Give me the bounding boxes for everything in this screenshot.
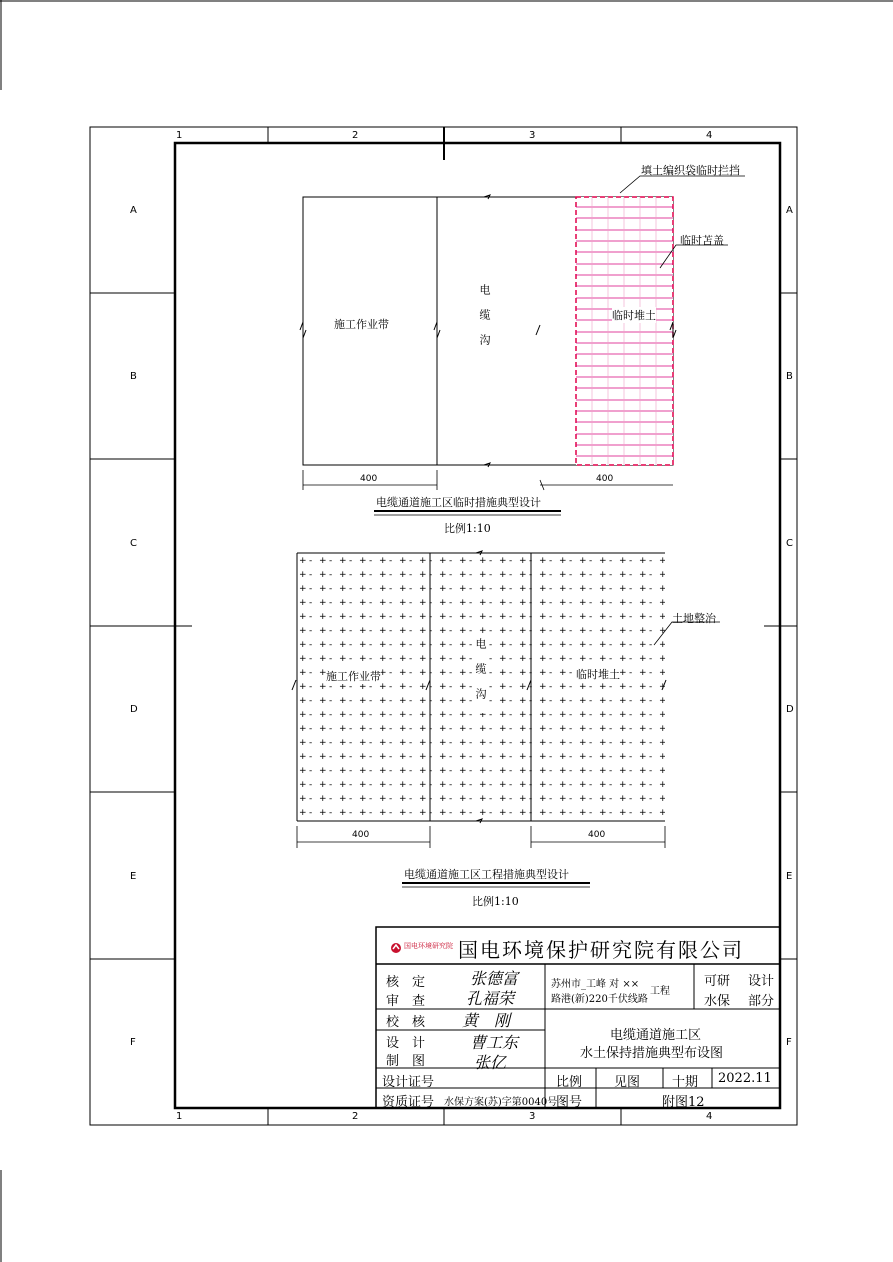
grid-row-c-right: C xyxy=(786,538,793,549)
drawing-no: 附图12 xyxy=(662,1095,705,1110)
fig1-scale: 比例1:10 xyxy=(444,522,491,535)
grid-col-4: 4 xyxy=(706,130,713,141)
grid-col-1-bottom: 1 xyxy=(176,1111,183,1122)
subject: 水保 xyxy=(704,994,731,1009)
project-line-2: 路港(新)220千伏线路 xyxy=(551,994,648,1005)
drawing-title-1: 电缆通道施工区 xyxy=(610,1028,702,1043)
role-review: 审 查 xyxy=(386,994,426,1009)
design-label: 设计 xyxy=(748,974,775,989)
fig1-plan xyxy=(300,176,745,515)
grid-row-e-right: E xyxy=(786,871,793,882)
grid-row-e: E xyxy=(130,871,137,882)
company-logo-text: 国电环境研究院 xyxy=(404,942,453,950)
scale-value: 见图 xyxy=(614,1075,641,1090)
grid-row-a: A xyxy=(130,205,137,216)
role-check: 校 核 xyxy=(386,1015,426,1030)
fig2-trench-label: 电缆沟 xyxy=(474,638,487,713)
qual-value: 水保方案(苏)字第0040号 xyxy=(444,1097,558,1108)
grid-row-b: B xyxy=(130,371,137,382)
period: 十期 xyxy=(672,1075,699,1090)
fig1-dimension-line xyxy=(303,470,673,490)
stage: 可研 xyxy=(704,974,731,989)
fig2-scale: 比例1:10 xyxy=(472,895,519,908)
signature-draw: 张亿 xyxy=(474,1053,507,1072)
grid-col-3-bottom: 3 xyxy=(529,1111,536,1122)
fig1-leader-bag-wall xyxy=(620,176,745,193)
project-suffix: 工程 xyxy=(650,986,670,997)
fig1-bag-wall-label: 填土编织袋临时拦挡 xyxy=(641,164,740,177)
grid-row-f: F xyxy=(130,1037,136,1048)
signature-check: 黄 刚 xyxy=(462,1011,511,1030)
company-name: 国电环境保护研究院有限公司 xyxy=(458,938,744,962)
company-logo xyxy=(390,940,453,954)
scale-label: 比例 xyxy=(556,1075,583,1090)
fig1-dim-right: 400 xyxy=(596,474,614,484)
signature-design: 曹工东 xyxy=(470,1033,519,1052)
role-approve: 核 定 xyxy=(386,975,426,990)
grid-row-c: C xyxy=(130,538,137,549)
role-design: 设 计 xyxy=(386,1036,426,1051)
fig1-title: 电缆通道施工区临时措施典型设计 xyxy=(376,496,541,509)
fig2-title: 电缆通道施工区工程措施典型设计 xyxy=(404,868,569,881)
grid-row-d-right: D xyxy=(786,704,794,715)
drawing-no-label: 图号 xyxy=(556,1095,583,1110)
fig2-dim-left: 400 xyxy=(352,830,370,840)
fig2-dim-right: 400 xyxy=(588,830,606,840)
grid-col-2-bottom: 2 xyxy=(352,1111,359,1122)
grid-row-d: D xyxy=(130,704,138,715)
grid-col-4-bottom: 4 xyxy=(706,1111,713,1122)
fig2-work-area-label: 施工作业带 xyxy=(326,670,381,683)
drawing-title-2: 水土保持措施典型布设图 xyxy=(580,1046,724,1061)
signature-approve: 张德富 xyxy=(470,969,519,988)
grid-col-1: 1 xyxy=(176,130,183,141)
fig2-soil-pile-label: 临时堆土 xyxy=(576,668,620,681)
cert-label: 设计证号 xyxy=(382,1075,435,1090)
fig2-regrade-label: 土地整治 xyxy=(672,612,716,625)
project-line-1: 苏州市_工峰 对 ×× xyxy=(551,979,640,990)
fig1-soil-pile-label: 临时堆土 xyxy=(612,309,656,322)
signature-review: 孔福荣 xyxy=(466,989,515,1008)
fig1-trench-label: 电缆沟 xyxy=(478,284,491,359)
fig1-work-area-label: 施工作业带 xyxy=(334,318,389,331)
fig1-cover-label: 临时苫盖 xyxy=(680,234,724,247)
qual-label: 资质证号 xyxy=(382,1095,435,1110)
part: 部分 xyxy=(748,994,775,1009)
grid-row-b-right: B xyxy=(786,371,793,382)
grid-col-3: 3 xyxy=(529,130,536,141)
grid-col-2: 2 xyxy=(352,130,359,141)
role-draw: 制 图 xyxy=(386,1054,426,1069)
date: 2022.11 xyxy=(718,1071,772,1086)
fig1-dim-left: 400 xyxy=(360,474,378,484)
fig1-soil-pile-area xyxy=(576,197,673,465)
grid-row-a-right: A xyxy=(786,205,793,216)
grid-row-f-right: F xyxy=(786,1037,792,1048)
